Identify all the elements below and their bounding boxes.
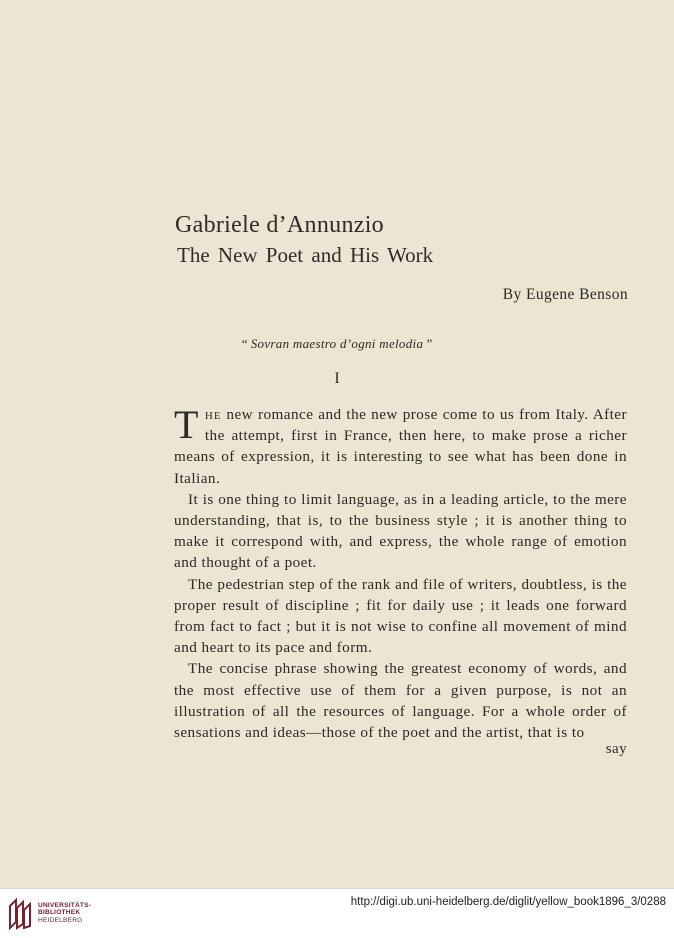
paragraph-4: The concise phrase showing the greatest economy of words, and the most effective use of them for a given purpose, is not an illustration of all the resources of language. For a whole order of sensations and ideas—those of the poet and the artist, that is to [174, 660, 627, 742]
epigraph [0, 336, 674, 352]
paragraph-3: The pedestrian step of the rank and file of writers, doubtless, is the proper result of discipline ; fit for daily use ; it leads one forward from fact to fact ; but it is not wise to confine all movement of mind and heart to its pace and form. [174, 575, 627, 657]
paragraph-2: It is one thing to limit language, as in a leading article, to the mere understanding, that is, to the business style ; it is another thing to make it correspond with, and express, the whole range of emotion and thought of a poet. [174, 490, 627, 572]
library-name-line1: UNIVERSITÄTS- [38, 902, 92, 909]
paragraph-1 [174, 404, 627, 489]
epigraph-open-quote: “ [241, 336, 248, 351]
article-subtitle: The New Poet and His Work [177, 243, 434, 267]
paragraph-1-text: new romance and the new prose come to us from Italy. After the attempt, first in France, then here, to make prose a richer means of expression, it is interesting to see what has been done in Italian. [174, 406, 627, 487]
paragraph-1-smallcaps: he [204, 406, 222, 423]
section-numeral: I [334, 370, 340, 387]
epigraph-text: Sovran maestro d’ogni melodia [250, 336, 424, 351]
library-name-line3: HEIDELBERG [38, 916, 83, 924]
library-name [38, 902, 91, 924]
library-name-line2: BIBLIOTHEK [38, 909, 81, 917]
source-url-link[interactable]: http://digi.ub.uni-heidelberg.de/diglit/yellow_book1896_3/0288 [350, 896, 666, 908]
drop-cap: T [174, 402, 199, 447]
library-logo-icon [7, 898, 33, 930]
article-title: Gabriele d’Annunzio [175, 212, 384, 238]
article-body [174, 404, 627, 743]
byline: By Eugene Benson [502, 286, 628, 303]
catchword: say [605, 741, 627, 757]
epigraph-close-quote: ” [426, 336, 433, 351]
